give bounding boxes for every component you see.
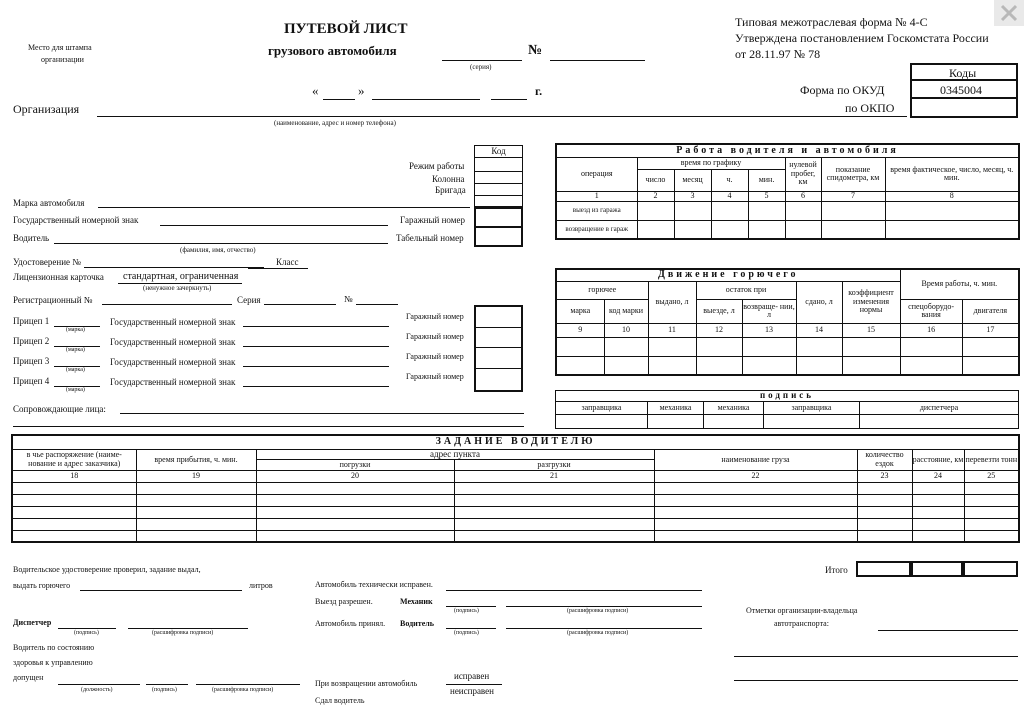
total-distance-cell[interactable] [911, 561, 963, 577]
exit-allowed-label: Выезд разрешен. [315, 597, 373, 606]
sign-cell[interactable] [860, 415, 1019, 429]
task-address-header: адрес пункта [256, 449, 654, 459]
page-subtitle: грузового автомобиля [268, 43, 397, 58]
driver-state-2: здоровья к управлению [13, 658, 93, 667]
sign-header: механика [648, 402, 704, 415]
reg-number-sign: № [344, 294, 353, 304]
work-col-num: 4 [711, 191, 748, 201]
driver-caption: (фамилия, имя, отчество) [180, 246, 256, 254]
trailer-2-label: Прицеп 2 [13, 336, 50, 346]
sign-cell[interactable] [704, 415, 764, 429]
license-card-label: Лицензионная карточка [13, 272, 104, 282]
dispatcher-decode-caption: (расшифровка подписи) [152, 630, 214, 636]
fuel-col-num: 12 [696, 323, 742, 337]
sign-cell[interactable] [556, 415, 648, 429]
driver-decode-caption: (расшифровка подписи) [567, 630, 629, 636]
driver-accept-label: Водитель [400, 619, 434, 628]
fuel-col-num: 14 [796, 323, 842, 337]
serviceable-divider [446, 684, 502, 685]
position-line[interactable] [58, 684, 140, 685]
mode-code-cell[interactable] [475, 158, 523, 172]
number-sign: № [528, 43, 543, 58]
fuel-remain-header: остаток при [696, 281, 796, 299]
stamp-place-line-2: организации [41, 55, 84, 64]
work-col-num: 5 [748, 191, 785, 201]
fuel-remain-back-header: возвраще- нии, л [742, 299, 796, 323]
dispatcher-sign-line[interactable] [58, 628, 116, 629]
task-col-num: 19 [136, 470, 256, 482]
task-cell[interactable] [256, 506, 454, 518]
work-min-header: мин. [748, 169, 785, 191]
signature-table [555, 390, 1019, 429]
dispatcher-label: Диспетчер [13, 618, 52, 627]
driver-state-3: допущен [13, 673, 44, 682]
task-cell[interactable] [964, 482, 1019, 494]
fuel-col-num: 11 [648, 323, 696, 337]
trailer-garage-divider-2 [474, 347, 523, 348]
license-label: Удостоверение № [13, 257, 81, 267]
task-cell[interactable] [654, 506, 857, 518]
task-cell[interactable] [454, 530, 654, 542]
fuel-cell[interactable] [556, 356, 604, 375]
strike-caption: (ненужное зачеркнуть) [143, 284, 212, 292]
driver-sign-caption: (подпись) [454, 630, 479, 636]
serviceable-option[interactable]: исправен [454, 671, 490, 681]
date-close-quote: » [358, 83, 365, 98]
date-day-line[interactable] [323, 99, 355, 100]
fuel-brand-header: марка [556, 299, 604, 323]
series-label: Серия [237, 295, 261, 305]
mechanic-decode-line[interactable] [506, 606, 702, 607]
medic-decode-line[interactable] [196, 684, 300, 685]
fuel-remain-out-header: выезде, л [696, 299, 742, 323]
trailer-1-brand-caption: (марка) [66, 327, 85, 333]
car-brand-label: Марка автомобиля [13, 198, 85, 208]
trailer-garage-box [474, 305, 523, 392]
task-cell[interactable] [912, 494, 964, 506]
task-cell[interactable] [136, 530, 256, 542]
mechanic-sign-caption: (подпись) [454, 608, 479, 614]
trailer-3-plate-line[interactable] [243, 366, 389, 367]
series-caption: (серия) [470, 63, 492, 71]
task-table-title: ЗАДАНИЕ ВОДИТЕЛЮ [12, 435, 1019, 449]
code-header: Код [475, 146, 523, 158]
mode-label: Режим работы [409, 161, 465, 171]
sign-header: заправщика [764, 402, 860, 415]
task-cell[interactable] [912, 482, 964, 494]
task-arrival-header: время прибытия, ч. мин. [136, 449, 256, 470]
brigade-code-cell[interactable] [475, 184, 523, 196]
task-cell[interactable] [136, 506, 256, 518]
task-col-num: 23 [857, 470, 912, 482]
fuel-issued-header: выдано, л [648, 281, 696, 323]
work-col-num: 3 [674, 191, 711, 201]
sign-header: механика [704, 402, 764, 415]
handed-label: Сдал водитель [315, 696, 365, 705]
owner-marks-2: автотранспорта: [774, 619, 829, 628]
work-day-header: число [637, 169, 674, 191]
car-code-cell[interactable] [474, 195, 523, 207]
work-col-num: 6 [785, 191, 821, 201]
form-note-1: Типовая межотраслевая форма № 4-С [735, 15, 928, 29]
work-cell[interactable] [748, 220, 785, 239]
trailer-4-plate-label: Государственный номерной знак [110, 377, 236, 387]
fuel-work-time-header: Время работы, ч. мин. [900, 269, 1019, 299]
task-cell[interactable] [12, 530, 136, 542]
dispatcher-decode-line[interactable] [128, 628, 248, 629]
fuel-cell[interactable] [604, 337, 648, 356]
fuel-coef-header: коэффициент изменения нормы [842, 281, 900, 323]
work-col-num: 8 [885, 191, 1019, 201]
work-cell[interactable] [885, 220, 1019, 239]
okpo-label: по ОКПО [845, 101, 895, 115]
task-cell[interactable] [912, 506, 964, 518]
work-actual-time-header: время фактическое, число, месяц, ч. мин. [885, 157, 1019, 191]
task-cell[interactable] [12, 482, 136, 494]
mechanic-sign-line[interactable] [446, 606, 496, 607]
column-label: Колонна [432, 174, 465, 184]
total-label: Итого [825, 565, 848, 575]
fuel-cell[interactable] [648, 337, 696, 356]
work-cell[interactable] [711, 201, 748, 220]
trailer-4-brand-caption: (марка) [66, 387, 85, 393]
dispatcher-sign-caption: (подпись) [74, 630, 99, 636]
organization-caption: (наименование, адрес и номер телефона) [274, 119, 396, 127]
fuel-cell[interactable] [900, 337, 962, 356]
okpo-box[interactable] [910, 98, 1018, 118]
total-rides-cell[interactable] [856, 561, 911, 577]
trailer-2-garage-label: Гаражный номер [406, 332, 464, 341]
garage-no-cell[interactable] [474, 207, 523, 227]
task-cell[interactable] [857, 482, 912, 494]
work-cell[interactable] [674, 201, 711, 220]
code-table [474, 145, 523, 196]
driver-state-1: Водитель по состоянию [13, 643, 95, 652]
driver-sign-line[interactable] [446, 628, 496, 629]
trailer-2-brand-caption: (марка) [66, 347, 85, 353]
fuel-cell[interactable] [742, 356, 796, 375]
fuel-col-num: 9 [556, 323, 604, 337]
fuel-col-num: 10 [604, 323, 648, 337]
reg-number-line[interactable] [356, 304, 398, 305]
fuel-cell[interactable] [742, 337, 796, 356]
task-cell[interactable] [12, 518, 136, 530]
close-icon-glyph [994, 0, 1024, 26]
work-row-back-label: возвращение в гараж [556, 220, 637, 239]
work-col-num: 2 [637, 191, 674, 201]
escorts-label: Сопровождающие лица: [13, 404, 106, 414]
fuel-cell[interactable] [796, 337, 842, 356]
fuel-cell[interactable] [696, 356, 742, 375]
work-cell[interactable] [674, 220, 711, 239]
organization-label: Организация [13, 102, 80, 116]
work-cell[interactable] [637, 201, 674, 220]
trailer-garage-divider-1 [474, 327, 523, 328]
tab-no-label: Табельный номер [396, 233, 464, 243]
year-suffix: г. [535, 84, 543, 98]
medic-sign-line[interactable] [146, 684, 188, 685]
license-card-value[interactable]: стандартная, ограниченная [123, 271, 239, 282]
task-cell[interactable] [964, 494, 1019, 506]
task-col-num: 22 [654, 470, 857, 482]
date-open-quote: « [312, 83, 319, 98]
trailer-1-plate-line[interactable] [243, 326, 389, 327]
work-cell[interactable] [885, 201, 1019, 220]
garage-no-label: Гаражный номер [400, 215, 465, 225]
car-accepted-label: Автомобиль принял. [315, 619, 386, 628]
task-cell[interactable] [454, 494, 654, 506]
task-cell[interactable] [964, 518, 1019, 530]
state-plate-label: Государственный номерной знак [13, 215, 139, 225]
series-line-left[interactable] [264, 304, 336, 305]
stamp-place-line-1: Место для штампа [28, 43, 92, 52]
sign-header: диспетчера [860, 402, 1019, 415]
fuel-engine-header: двигателя [962, 299, 1019, 323]
date-year-line[interactable] [491, 99, 527, 100]
okud-value: 0345004 [940, 83, 982, 97]
fuel-cell[interactable] [962, 356, 1019, 375]
sign-header: заправщика [556, 402, 648, 415]
fuel-cell[interactable] [556, 337, 604, 356]
mechanic-label: Механик [400, 597, 433, 606]
work-hour-header: ч. [711, 169, 748, 191]
fuel-cell[interactable] [696, 337, 742, 356]
fuel-cell[interactable] [842, 337, 900, 356]
liters-label: литров [249, 581, 273, 590]
codes-header [910, 63, 1018, 80]
task-cell[interactable] [12, 494, 136, 506]
fuel-special-header: спецоборудо- вания [900, 299, 962, 323]
form-note-3: от 28.11.97 № 78 [735, 47, 821, 61]
issue-fuel-line[interactable] [80, 590, 242, 591]
task-cell[interactable] [454, 506, 654, 518]
trailer-4-plate-line[interactable] [243, 386, 389, 387]
codes-label: Коды [949, 66, 977, 80]
sign-cell[interactable] [764, 415, 860, 429]
work-col-num: 1 [556, 191, 637, 201]
owner-marks-line-2[interactable] [734, 656, 1018, 657]
task-distance-header: расстояние, км [912, 449, 964, 470]
task-transported-header: перевезти тонн [964, 449, 1019, 470]
issue-fuel-label: выдать горючего [13, 581, 71, 590]
fuel-cell[interactable] [962, 337, 1019, 356]
trailer-1-label: Прицеп 1 [13, 316, 50, 326]
reg-no-label: Регистрационный № [13, 295, 93, 305]
state-plate-line[interactable] [160, 225, 388, 226]
task-cell[interactable] [857, 494, 912, 506]
okud-box[interactable] [910, 80, 1018, 98]
sign-cell[interactable] [648, 415, 704, 429]
task-cell[interactable] [136, 494, 256, 506]
reg-no-line[interactable] [102, 304, 232, 305]
task-cell[interactable] [654, 494, 857, 506]
work-cell[interactable] [711, 220, 748, 239]
organization-line[interactable] [97, 116, 907, 117]
task-cell[interactable] [964, 530, 1019, 542]
brigade-label: Бригада [435, 185, 466, 195]
column-code-cell[interactable] [475, 172, 523, 184]
tab-no-cell[interactable] [474, 227, 523, 247]
escorts-line-1[interactable] [120, 413, 524, 414]
work-col-num: 7 [821, 191, 885, 201]
page-title: ПУТЕВОЙ ЛИСТ [284, 21, 408, 37]
task-col-num: 21 [454, 470, 654, 482]
task-unloading-header: разгрузки [454, 459, 654, 470]
fuel-table-title: Движение горючего [556, 269, 900, 281]
mechanic-decode-caption: (расшифровка подписи) [567, 608, 629, 614]
fuel-col-num: 16 [900, 323, 962, 337]
task-cell[interactable] [136, 518, 256, 530]
task-cell[interactable] [256, 494, 454, 506]
car-brand-line[interactable] [98, 207, 470, 208]
total-transported-cell[interactable] [963, 561, 1018, 577]
fuel-col-num: 15 [842, 323, 900, 337]
trailer-2-plate-label: Государственный номерной знак [110, 337, 236, 347]
task-cell[interactable] [136, 482, 256, 494]
trailer-3-label: Прицеп 3 [13, 356, 50, 366]
trailer-4-label: Прицеп 4 [13, 376, 50, 386]
task-col-num: 24 [912, 470, 964, 482]
on-return-label: При возвращении автомобиль [315, 679, 418, 688]
close-icon[interactable] [994, 0, 1024, 26]
fuel-cell[interactable] [796, 356, 842, 375]
license-line[interactable] [84, 267, 264, 268]
class-line[interactable] [248, 268, 308, 269]
task-customer-header: в чье распоряжение (наиме- нование и адрес заказчика) [12, 449, 136, 470]
task-loading-header: погрузки [256, 459, 454, 470]
work-row-out-label: выезд из гаража [556, 201, 637, 220]
okud-label: Форма по ОКУД [800, 83, 885, 97]
task-cell[interactable] [256, 530, 454, 542]
trailer-2-plate-line[interactable] [243, 346, 389, 347]
work-cell[interactable] [821, 201, 885, 220]
medic-decode-caption: (расшифровка подписи) [212, 687, 274, 693]
car-ok-line[interactable] [446, 590, 702, 591]
work-operation-header: операция [556, 157, 637, 191]
task-col-num: 20 [256, 470, 454, 482]
trailer-4-garage-label: Гаражный номер [406, 372, 464, 381]
fuel-cell[interactable] [648, 356, 696, 375]
medic-sign-caption: (подпись) [152, 687, 177, 693]
task-cell[interactable] [454, 518, 654, 530]
work-table [555, 143, 1020, 240]
work-cell[interactable] [821, 220, 885, 239]
driver-decode-line[interactable] [506, 628, 702, 629]
fuel-cell[interactable] [842, 356, 900, 375]
owner-marks-line-3[interactable] [734, 680, 1018, 681]
task-cell[interactable] [454, 482, 654, 494]
signature-title: подпись [556, 391, 1019, 402]
fuel-cell[interactable] [604, 356, 648, 375]
task-cell[interactable] [857, 518, 912, 530]
position-caption: (должность) [81, 687, 113, 693]
task-cell[interactable] [857, 506, 912, 518]
task-col-num: 25 [964, 470, 1019, 482]
trailer-garage-divider-3 [474, 368, 523, 369]
trailer-3-brand-caption: (марка) [66, 367, 85, 373]
fuel-col-num: 17 [962, 323, 1019, 337]
work-schedule-header: время по графику [637, 157, 785, 169]
task-cell[interactable] [654, 518, 857, 530]
task-cell[interactable] [12, 506, 136, 518]
date-month-line[interactable] [372, 99, 480, 100]
fuel-handed-header: сдано, л [796, 281, 842, 323]
task-cell[interactable] [912, 530, 964, 542]
trailer-3-plate-label: Государственный номерной знак [110, 357, 236, 367]
task-cell[interactable] [256, 482, 454, 494]
task-cell[interactable] [654, 530, 857, 542]
fuel-cell[interactable] [900, 356, 962, 375]
task-cell[interactable] [857, 530, 912, 542]
fuel-code-header: код марки [604, 299, 648, 323]
work-month-header: месяц [674, 169, 711, 191]
series-line[interactable] [442, 60, 522, 61]
trailer-1-plate-label: Государственный номерной знак [110, 317, 236, 327]
car-ok-label: Автомобиль технически исправен. [315, 580, 433, 589]
trailer-1-garage-label: Гаражный номер [406, 312, 464, 321]
driver-label: Водитель [13, 233, 50, 243]
form-note-2: Утверждена постановлением Госкомстата России [735, 31, 989, 45]
checked-label: Водительское удостоверение проверил, задание выдал, [13, 565, 201, 574]
task-cell[interactable] [654, 482, 857, 494]
unserviceable-option[interactable]: неисправен [450, 686, 494, 696]
class-label: Класс [276, 257, 299, 267]
task-cargo-header: наименование груза [654, 449, 857, 470]
driver-line[interactable] [54, 243, 388, 244]
work-cell[interactable] [748, 201, 785, 220]
fuel-table [555, 268, 1020, 376]
task-rides-header: количество ездок [857, 449, 912, 470]
work-cell[interactable] [637, 220, 674, 239]
work-zero-run-header: нулевой пробег, км [785, 157, 821, 191]
task-cell[interactable] [912, 518, 964, 530]
escorts-line-2[interactable] [13, 426, 524, 427]
work-table-title: Работа водителя и автомобиля [556, 144, 1019, 157]
trailer-3-garage-label: Гаражный номер [406, 352, 464, 361]
work-cell[interactable] [785, 201, 821, 220]
owner-marks-1: Отметки организации-владельца [746, 606, 858, 615]
work-speedometer-header: показание спидометра, км [821, 157, 885, 191]
fuel-fuel-header: горючее [556, 281, 648, 299]
owner-marks-line-1[interactable] [878, 630, 1018, 631]
task-table [11, 434, 1020, 543]
task-cell[interactable] [256, 518, 454, 530]
work-cell[interactable] [785, 220, 821, 239]
task-cell[interactable] [964, 506, 1019, 518]
number-line[interactable] [550, 60, 645, 61]
fuel-col-num: 13 [742, 323, 796, 337]
task-col-num: 18 [12, 470, 136, 482]
